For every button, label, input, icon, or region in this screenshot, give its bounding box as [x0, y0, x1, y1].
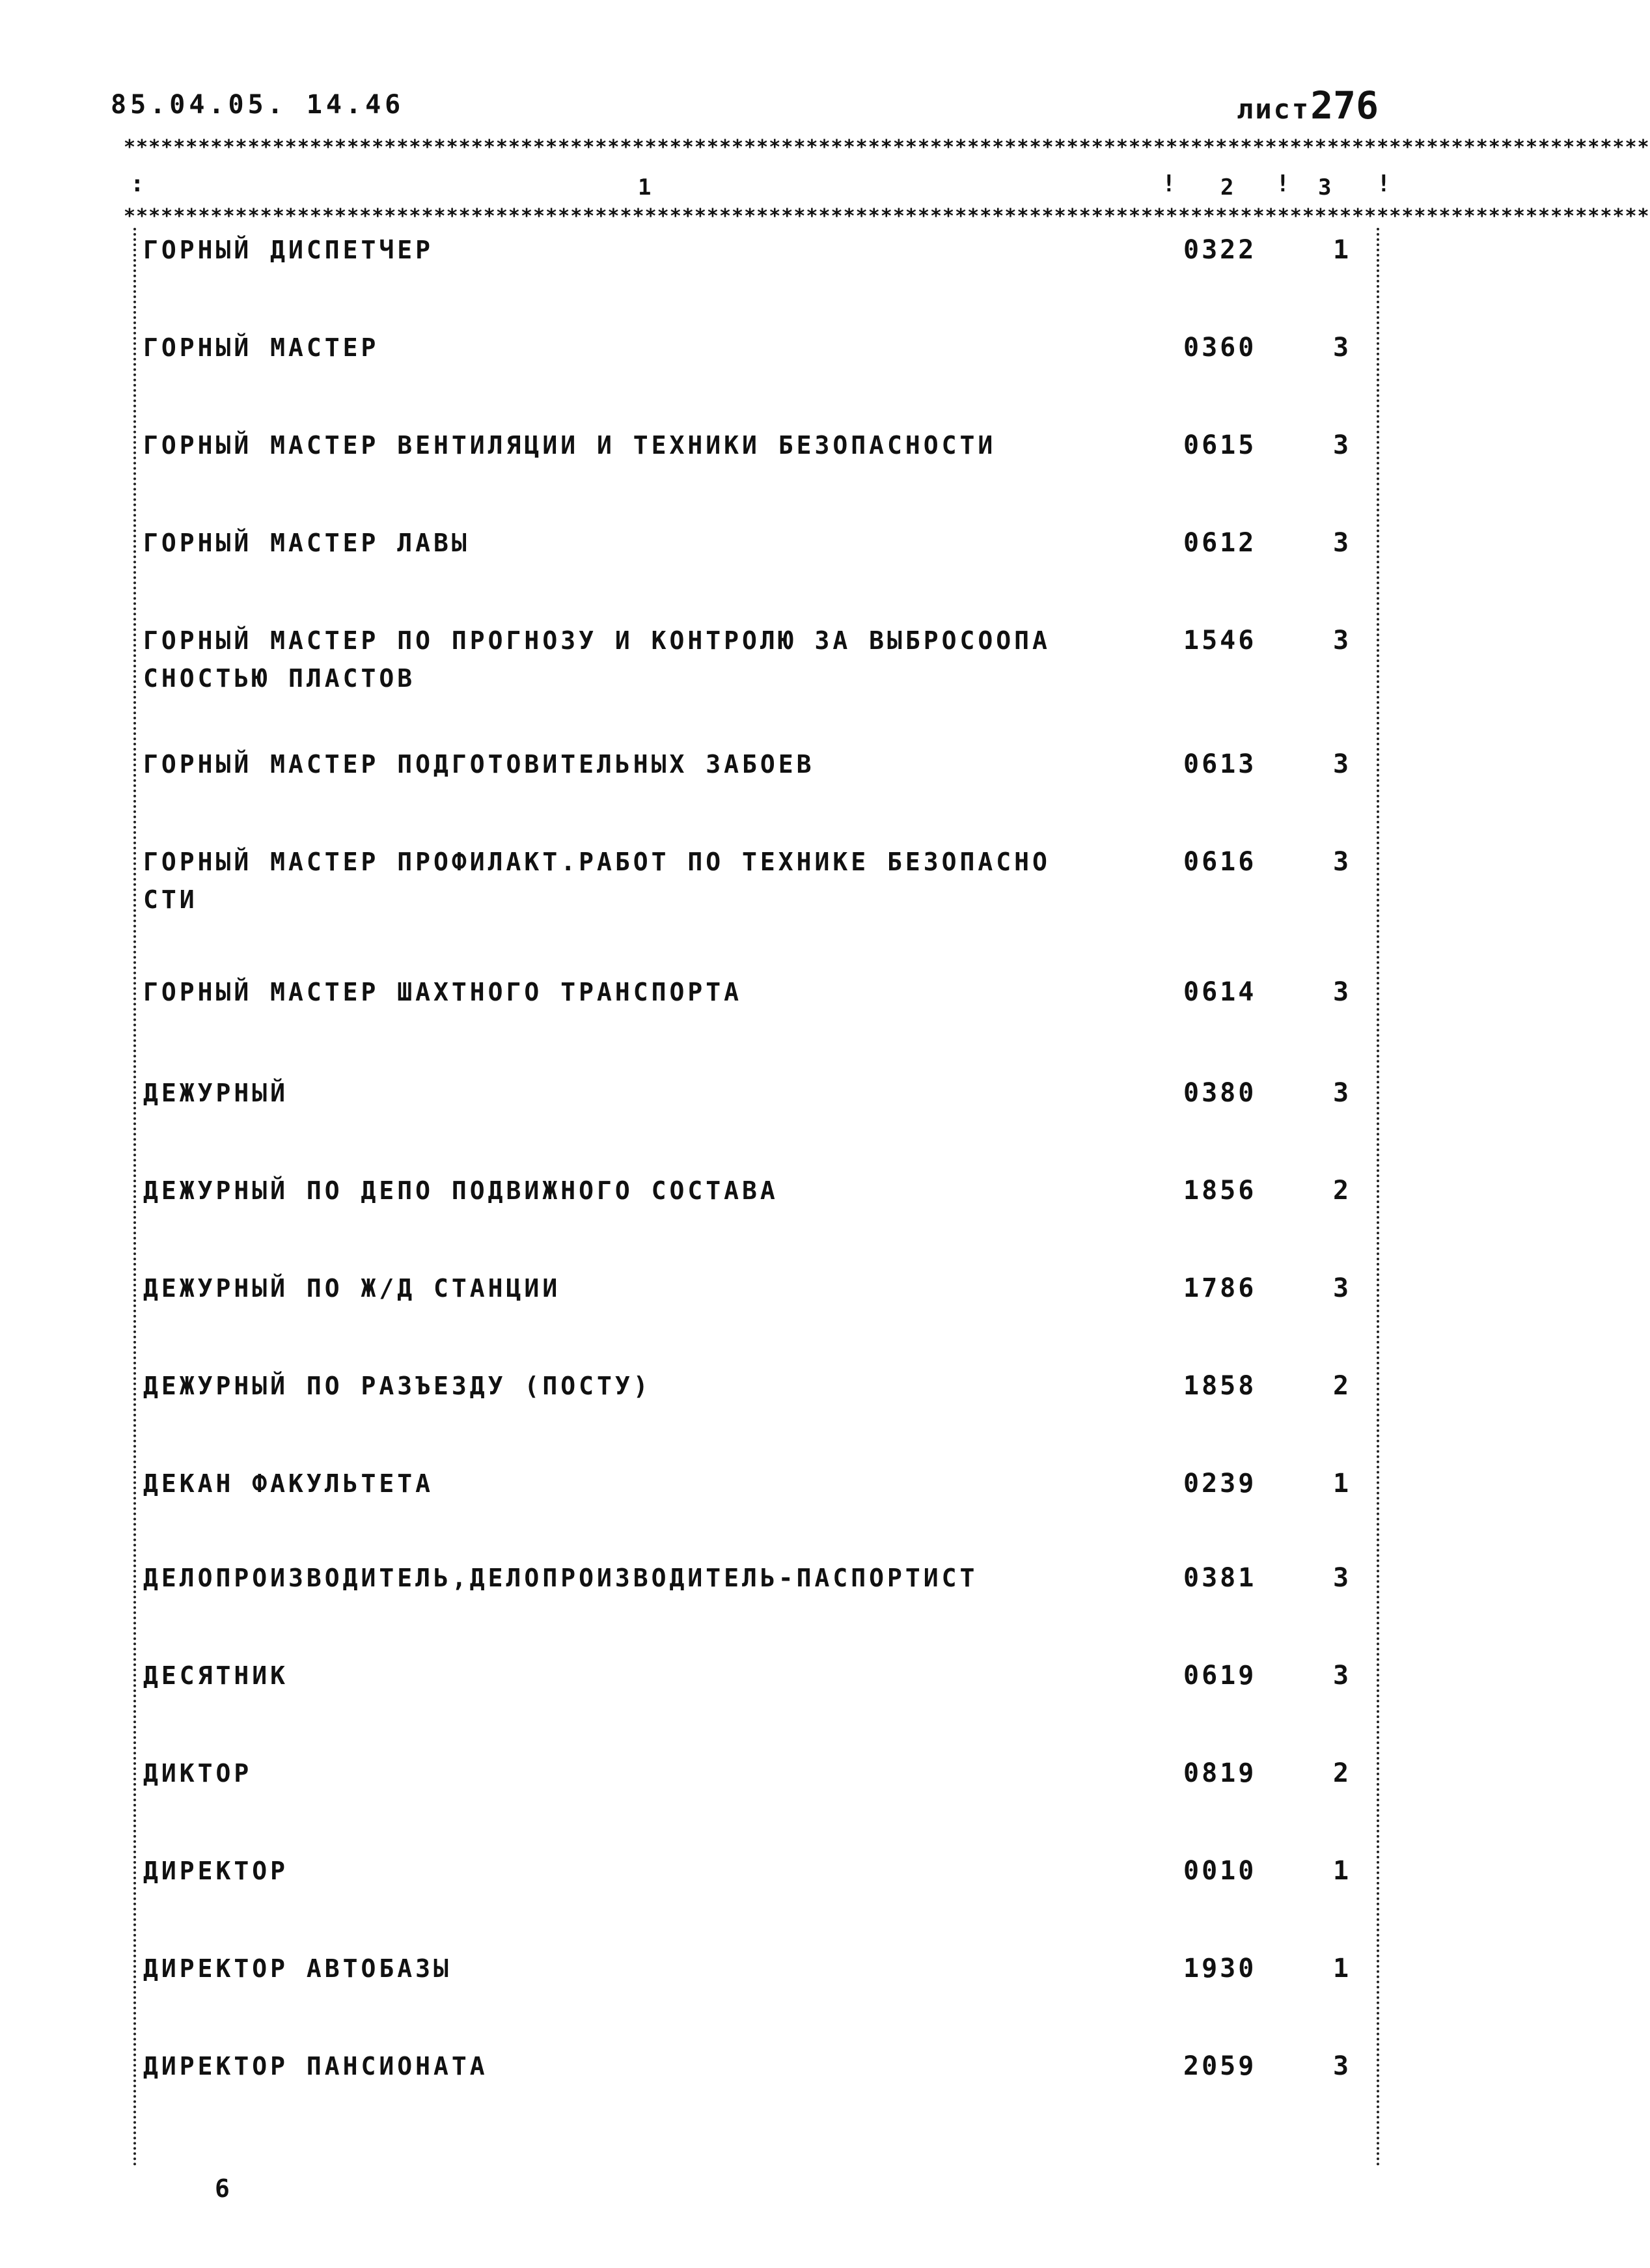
occupation-name: ГОРНЫЙ МАСТЕР — [143, 333, 379, 362]
occupation-code: 0322 — [1183, 235, 1257, 265]
occupation-code: 1856 — [1183, 1176, 1257, 1206]
category-value: 1 — [1332, 1954, 1349, 1984]
table-row — [0, 2047, 1499, 2106]
occupation-code: 0615 — [1183, 430, 1257, 460]
column-separator: ! — [1377, 171, 1391, 197]
category-value: 3 — [1332, 847, 1349, 877]
category-value: 3 — [1332, 1661, 1349, 1691]
sheet-label: лист — [1237, 93, 1311, 125]
occupation-name: ДЕЖУРНЫЙ — [143, 1079, 289, 1107]
occupation-name: ДИРЕКТОР ПАНСИОНАТА — [143, 2052, 488, 2081]
category-value: 3 — [1332, 749, 1349, 779]
occupation-code: 0239 — [1183, 1469, 1257, 1499]
asterisk-rule-bottom: *************************************************************************************************************************** — [124, 205, 1650, 228]
column-separator: : — [130, 171, 144, 197]
category-value: 2 — [1332, 1758, 1349, 1788]
table-row — [0, 1852, 1499, 1911]
occupation-name: ГОРНЫЙ МАСТЕР ПОДГОТОВИТЕЛЬНЫХ ЗАБОЕВ — [143, 750, 815, 779]
category-value: 1 — [1332, 1469, 1349, 1499]
table-row — [0, 1172, 1499, 1230]
occupation-name: ДЕСЯТНИК — [143, 1661, 289, 1690]
occupation-name: ДИРЕКТОР — [143, 1857, 289, 1885]
table-row — [0, 1754, 1499, 1813]
column-separator: ! — [1276, 171, 1290, 197]
table-row — [0, 1074, 1499, 1133]
occupation-name: ДЕЖУРНЫЙ ПО ДЕПО ПОДВИЖНОГО СОСТАВА — [143, 1176, 778, 1205]
category-value: 3 — [1332, 1273, 1349, 1303]
occupation-name: ДЕЖУРНЫЙ ПО РАЗЪЕЗДУ (ПОСТУ) — [143, 1372, 652, 1400]
table-row — [0, 1367, 1499, 1426]
occupation-code: 2059 — [1183, 2051, 1257, 2081]
table-row — [0, 622, 1499, 693]
table-row — [0, 1559, 1499, 1618]
category-value: 2 — [1332, 1371, 1349, 1401]
print-timestamp: 85.04.05. 14.46 — [111, 90, 405, 120]
table-row — [0, 524, 1499, 583]
occupation-code: 0614 — [1183, 977, 1257, 1007]
table-row — [0, 329, 1499, 387]
table-row — [0, 973, 1499, 1032]
occupation-code: 1786 — [1183, 1273, 1257, 1303]
column-header-1: 1 — [638, 174, 652, 201]
occupation-code: 1546 — [1183, 626, 1257, 656]
occupation-code: 0619 — [1183, 1661, 1257, 1691]
category-value: 3 — [1332, 1563, 1349, 1593]
page-number: 6 — [215, 2174, 230, 2203]
occupation-code: 1858 — [1183, 1371, 1257, 1401]
category-value: 3 — [1332, 430, 1349, 460]
table-row — [0, 1657, 1499, 1715]
category-value: 3 — [1332, 333, 1349, 363]
category-value: 2 — [1332, 1176, 1349, 1206]
occupation-name: ГОРНЫЙ МАСТЕР ВЕНТИЛЯЦИИ И ТЕХНИКИ БЕЗОПАСНОСТИ — [143, 431, 997, 460]
asterisk-rule-top: *************************************************************************************************************************** — [124, 136, 1650, 159]
table-row — [0, 231, 1499, 290]
occupation-name: ДИРЕКТОР АВТОБАЗЫ — [143, 1954, 452, 1983]
column-header-2: 2 — [1220, 174, 1234, 201]
category-value: 3 — [1332, 626, 1349, 656]
table-row — [0, 843, 1499, 914]
occupation-code: 0360 — [1183, 333, 1257, 363]
occupation-name: ДИКТОР — [143, 1759, 253, 1788]
occupation-code: 0010 — [1183, 1856, 1257, 1886]
occupation-name: ГОРНЫЙ МАСТЕР ЛАВЫ — [143, 529, 470, 557]
table-row — [0, 1465, 1499, 1523]
occupation-code: 0613 — [1183, 749, 1257, 779]
table-row — [0, 745, 1499, 804]
occupation-code: 0616 — [1183, 847, 1257, 877]
occupation-name: ГОРНЫЙ МАСТЕР ШАХТНОГО ТРАНСПОРТА — [143, 978, 742, 1006]
column-header-3: 3 — [1318, 174, 1332, 201]
category-value: 3 — [1332, 528, 1349, 558]
occupation-code: 0819 — [1183, 1758, 1257, 1788]
sheet-number-value: 276 — [1310, 83, 1379, 128]
occupation-name: ДЕЛОПРОИЗВОДИТЕЛЬ,ДЕЛОПРОИЗВОДИТЕЛЬ-ПАСПОРТИСТ — [143, 1564, 978, 1592]
occupation-code: 1930 — [1183, 1954, 1257, 1984]
category-value: 1 — [1332, 1856, 1349, 1886]
occupation-name: ДЕЖУРНЫЙ ПО Ж/Д СТАНЦИИ — [143, 1274, 561, 1303]
table-row — [0, 1950, 1499, 2008]
category-value: 3 — [1332, 977, 1349, 1007]
occupation-name: ГОРНЫЙ МАСТЕР ПРОФИЛАКТ.РАБОТ ПО ТЕХНИКЕ БЕЗОПАСНО СТИ — [143, 848, 1051, 914]
table-row — [0, 1269, 1499, 1328]
table-row — [0, 426, 1499, 485]
category-value: 1 — [1332, 235, 1349, 265]
occupation-code: 0381 — [1183, 1563, 1257, 1593]
column-separator: ! — [1162, 171, 1176, 197]
occupation-name: ГОРНЫЙ МАСТЕР ПО ПРОГНОЗУ И КОНТРОЛЮ ЗА ВЫБРОСООПА СНОСТЬЮ ПЛАСТОВ — [143, 626, 1051, 693]
occupation-name: ГОРНЫЙ ДИСПЕТЧЕР — [143, 236, 434, 264]
category-value: 3 — [1332, 1078, 1349, 1108]
sheet-number — [1237, 83, 1379, 128]
occupation-code: 0380 — [1183, 1078, 1257, 1108]
category-value: 3 — [1332, 2051, 1349, 2081]
occupation-code: 0612 — [1183, 528, 1257, 558]
occupation-name: ДЕКАН ФАКУЛЬТЕТА — [143, 1469, 434, 1498]
